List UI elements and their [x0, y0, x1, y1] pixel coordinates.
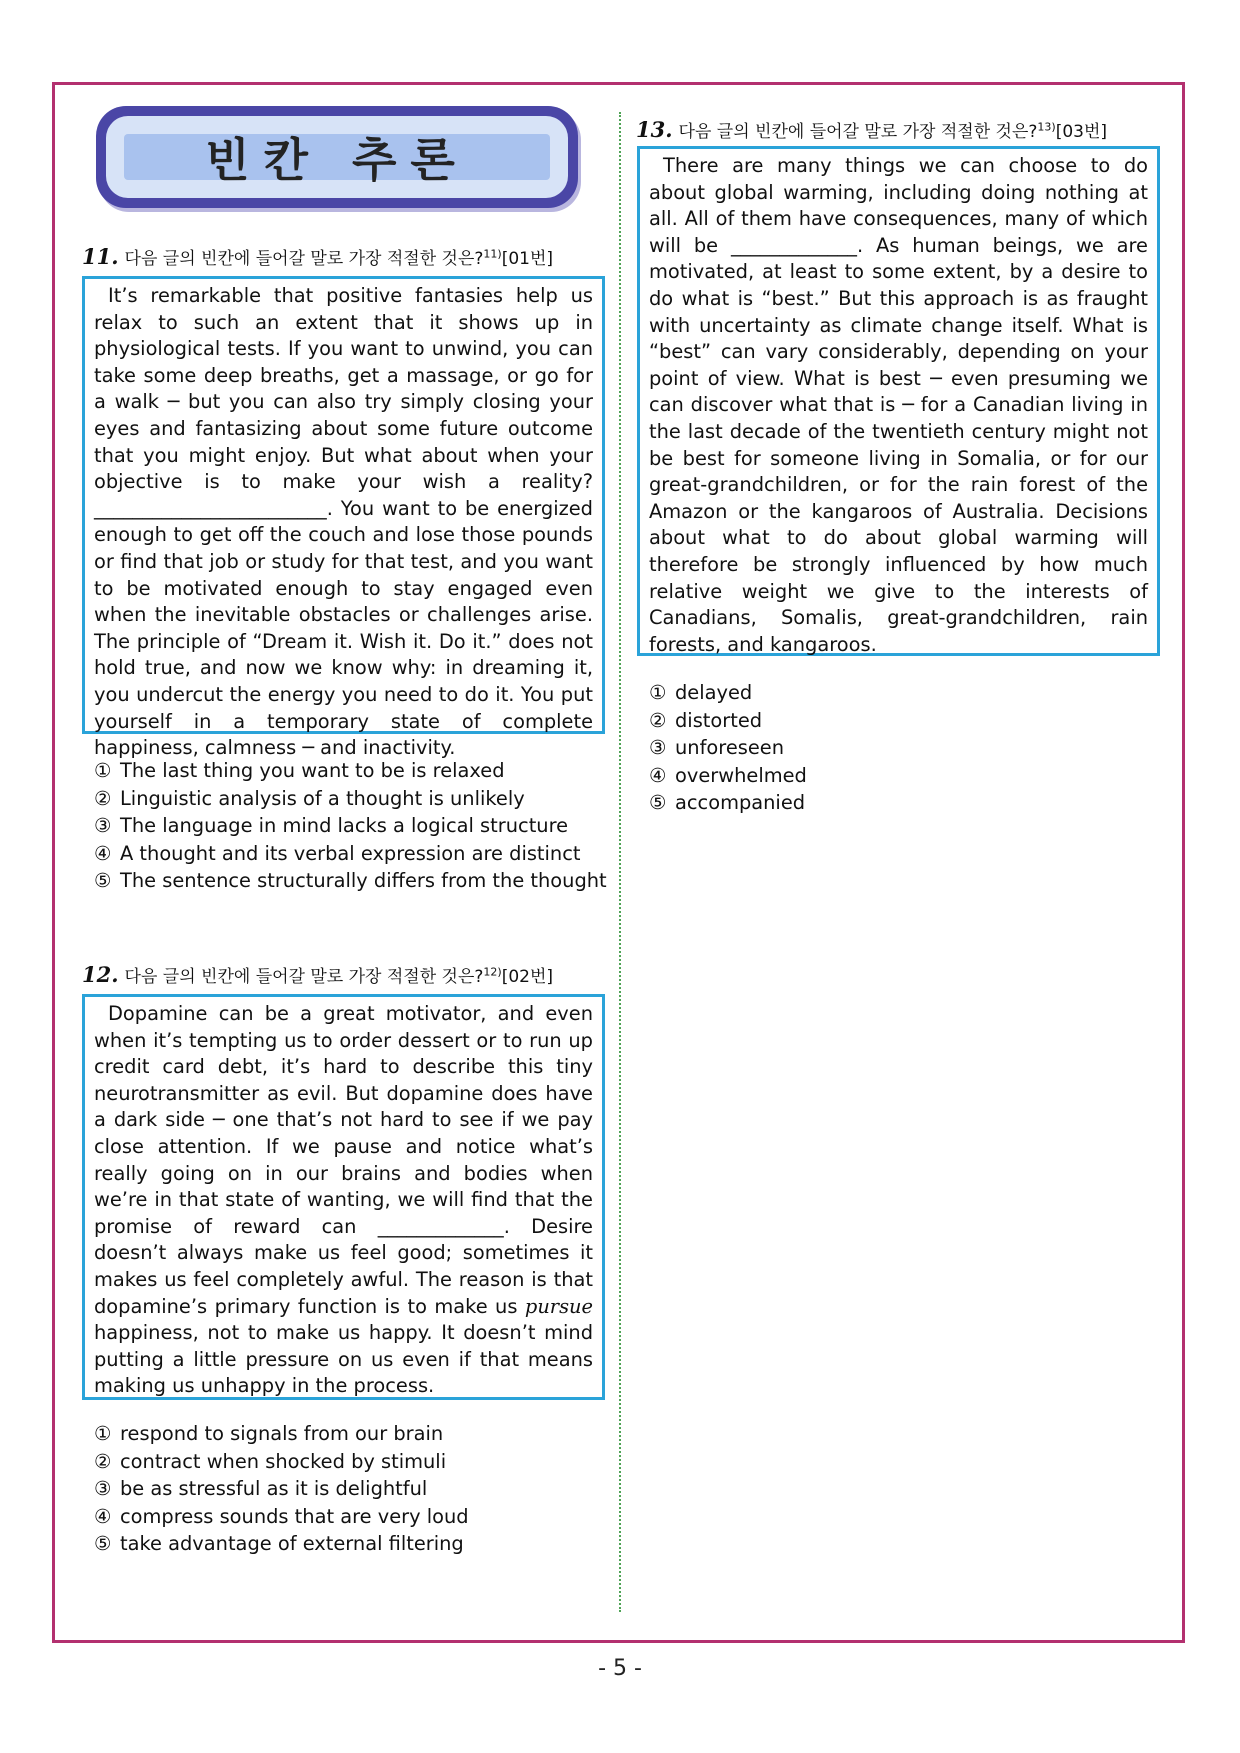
option-mark: ①	[649, 681, 667, 704]
option-item[interactable]	[94, 840, 607, 868]
question-number: 13.	[636, 117, 673, 142]
question-prompt: 다음 글의 빈칸에 들어갈 말로 가장 적절한 것은?	[124, 249, 484, 269]
question-code: [01번]	[501, 249, 554, 269]
option-mark: ⑤	[94, 869, 112, 893]
option-mark: ④	[649, 763, 667, 787]
question-11-options	[94, 757, 607, 895]
option-text: unforeseen	[675, 736, 784, 760]
question-11-passage	[82, 276, 605, 760]
question-number: 11.	[82, 244, 119, 269]
option-mark: ②	[94, 1449, 112, 1473]
option-mark: ③	[649, 736, 667, 760]
passage-text: There are many things we can choose to do about global warming, including doing nothing at all. All of them have consequences, many of which will be _____________. As human beings, we are motivated, at least to some extent, by a desire to do what is “best.” But this approach is as fraught with uncertainty as climate change itself. What is “best” can vary considerably, depending on your point of view. What is best ─ even presuming we can discover what that is ─ for a Canadian living in the last decade of the twentieth century might not be best for someone living in Somalia, or for our great-grandchildren, or for the rain forest of the Amazon or the kangaroos of Australia. Decisions about what to do about global warming will therefore be strongly influenced by how much relative weight we give to the interests of Canadians, Somalis, great-grandchildren, rain forests, and kangaroos.	[649, 154, 1148, 656]
option-mark: ⑤	[649, 791, 667, 815]
option-item[interactable]	[94, 1448, 469, 1476]
option-text: Linguistic analysis of a thought is unlikely	[120, 786, 525, 810]
passage-text: Dopamine can be a great motivator, and even when it’s tempting us to order dessert or to run up credit card debt, it’s hard to describe this tiny neurotransmitter as evil. But dopamine does have a dark side ─ one that’s not hard to see if we pay close attention. If we pause and notice what’s really going on in our brains and bodies when we’re in that state of wanting, we will find that the promise of reward can _____________. Desire doesn’t always make us feel good; sometimes it makes us feel completely awful. The reason is that dopamine’s primary function is to make us	[94, 1002, 593, 1318]
option-text: The language in mind lacks a logical structure	[120, 814, 569, 838]
option-text: The sentence structurally differs from the thought	[120, 869, 607, 893]
question-number: 12.	[82, 962, 119, 987]
option-item[interactable]	[94, 785, 607, 813]
option-item[interactable]	[94, 1475, 469, 1503]
question-13-options	[649, 679, 807, 817]
option-text: be as stressful as it is delightful	[120, 1477, 428, 1501]
option-item[interactable]	[94, 1420, 469, 1448]
section-title-inner	[106, 116, 568, 198]
option-text: The last thing you want to be is relaxed	[120, 759, 505, 782]
option-item[interactable]	[649, 707, 807, 735]
question-code: [03번]	[1055, 122, 1108, 142]
passage-emphasis: pursue	[524, 1294, 593, 1318]
option-mark: ①	[94, 1422, 112, 1445]
option-item[interactable]	[94, 1503, 469, 1531]
section-title-box	[96, 106, 578, 208]
question-12-options	[94, 1420, 469, 1558]
option-mark: ④	[94, 1504, 112, 1528]
option-item[interactable]	[649, 789, 807, 817]
option-item[interactable]	[94, 867, 607, 895]
option-mark: ④	[94, 841, 112, 865]
question-footnote: 13)	[1037, 120, 1056, 134]
option-text: delayed	[675, 681, 753, 704]
question-footnote: 12)	[483, 965, 502, 979]
option-text: distorted	[675, 708, 763, 732]
option-text: overwhelmed	[675, 763, 807, 787]
question-footnote: 11)	[483, 247, 502, 261]
option-text: accompanied	[675, 791, 806, 815]
option-item[interactable]	[649, 734, 807, 762]
passage-text: happiness, not to make us happy. It doesn’t mind putting a little pressure on us even if that means making us unhappy in the process.	[94, 1321, 593, 1398]
question-13-passage	[637, 146, 1160, 656]
question-prompt: 다음 글의 빈칸에 들어갈 말로 가장 적절한 것은?	[124, 967, 484, 987]
option-mark: ③	[94, 1477, 112, 1501]
option-mark: ①	[94, 759, 112, 782]
option-text: respond to signals from our brain	[120, 1422, 444, 1445]
question-13-header	[636, 117, 1107, 142]
option-text: A thought and its verbal expression are distinct	[120, 841, 581, 865]
question-prompt: 다음 글의 빈칸에 들어갈 말로 가장 적절한 것은?	[678, 122, 1038, 142]
question-code: [02번]	[501, 967, 554, 987]
column-divider	[619, 112, 621, 1612]
option-item[interactable]	[94, 1530, 469, 1558]
option-text: take advantage of external filtering	[120, 1532, 464, 1556]
option-mark: ②	[649, 708, 667, 732]
option-text: contract when shocked by stimuli	[120, 1449, 447, 1473]
option-item[interactable]	[649, 762, 807, 790]
option-mark: ②	[94, 786, 112, 810]
option-mark: ③	[94, 814, 112, 838]
option-text: compress sounds that are very loud	[120, 1504, 469, 1528]
section-title: 빈칸 추론	[205, 133, 469, 187]
option-mark: ⑤	[94, 1532, 112, 1556]
page-number: - 5 -	[598, 1656, 642, 1681]
question-12-passage	[82, 994, 605, 1400]
option-item[interactable]	[649, 679, 807, 707]
question-12-header	[82, 962, 553, 987]
question-11-header	[82, 244, 553, 269]
option-item[interactable]	[94, 757, 607, 785]
option-item[interactable]	[94, 812, 607, 840]
passage-text: It’s remarkable that positive fantasies help us relax to such an extent that it shows up in physiological tests. If you want to unwind, you can take some deep breaths, get a massage, or go for a walk ─ but you can also try simply closing your eyes and fantasizing about some future outcome that you might enjoy. But what about when your objective is to make your wish a reality? ________________________. You want to be energized enough to get off the couch and lose those pounds or find that job or study for that test, and you want to be motivated enough to stay engaged even when the inevitable obstacles or challenges arise. The principle of “Dream it. Wish it. Do it.” does not hold true, and now we know why: in dreaming it, you undercut the energy you need to do it. You put yourself in a temporary state of complete happiness, calmness ─ and inactivity.	[94, 284, 593, 760]
